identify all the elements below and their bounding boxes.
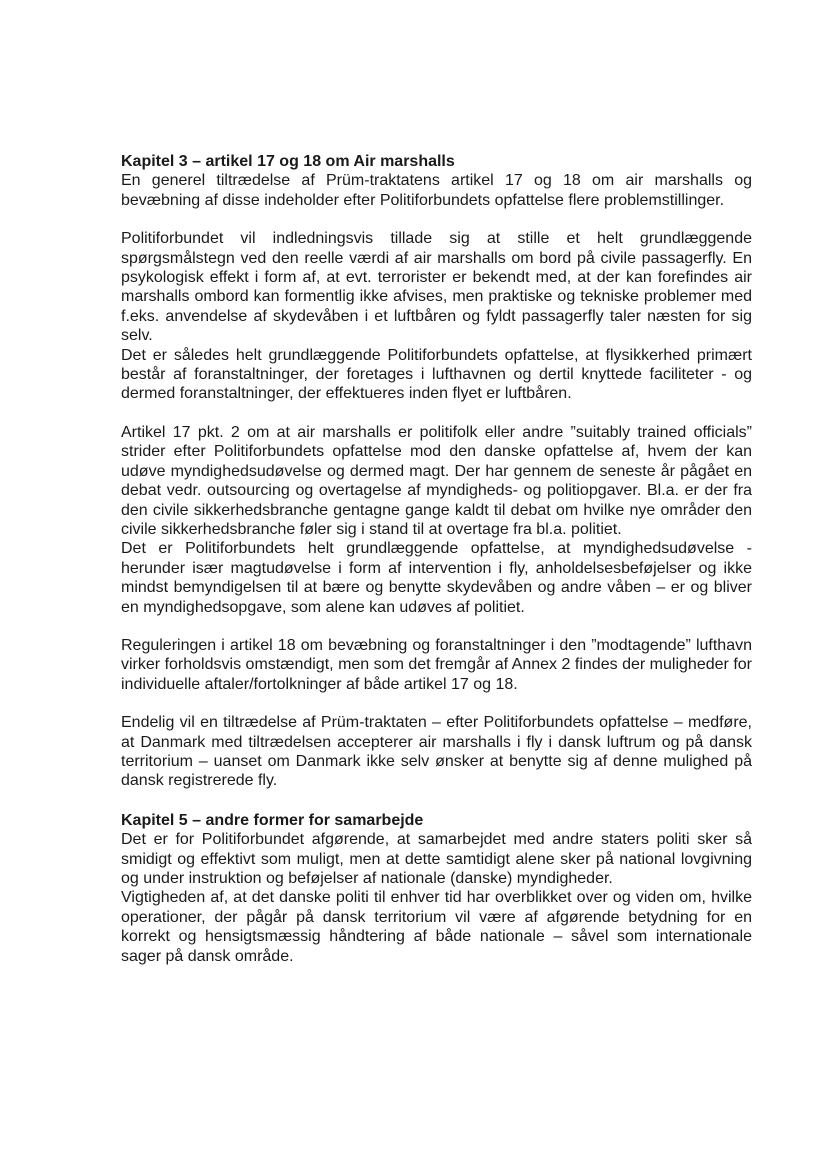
document-body (121, 152, 752, 966)
paragraph-spacer (121, 210, 752, 229)
chapter-5-heading: Kapitel 5 – andre former for samarbejde (121, 811, 424, 829)
chapter-5-paragraph-2: Vigtigheden af, at det danske politi til enhver tid har overblikket over og viden om, hvilke operationer, der pågår på dansk territorium vil være af afgørende betydning for en korrekt og hensigtsmæssig håndtering af både nationale – såvel som internationale sager på dansk område. (121, 889, 752, 965)
chapter-3-paragraph-2: Politiforbundet vil indledningsvis tillade sig at stille et helt grundlæggende spørgsmålstegn ved den reelle værdi af air marshalls om bord på civile passagerfly. En psykologisk effekt i form af, at evt. terrorister er bekendt med, at der kan forefindes air marshalls ombord kan formentlig ikke afvises, men praktiske og tekniske problemer med f.eks. anvendelse af skydevåben i et luftbåren og fyldt passagerfly taler næsten for sig selv. (121, 230, 752, 345)
chapter-3-paragraph-1: En generel tiltrædelse af Prüm-traktatens artikel 17 og 18 om air marshalls og bevæbning af disse indeholder efter Politiforbundets opfattelse flere problemstillinger. (121, 172, 752, 209)
chapter-3-paragraph-7: Endelig vil en tiltrædelse af Prüm-traktaten – efter Politiforbundets opfattelse – medføre, at Danmark med tiltrædelsen accepterer air marshalls i fly i dansk luftrum og på dansk territorium – uanset om Danmark ikke selv ønsker at benytte sig af denne mulighed på dansk registrerede fly. (121, 714, 752, 790)
chapter-3-paragraph-3: Det er således helt grundlæggende Politiforbundets opfattelse, at flysikkerhed primært består af foranstaltninger, der foretages i lufthavnen og dertil knyttede faciliteter - og dermed foranstaltninger, der effektueres inden flyet er luftbåren. (121, 346, 752, 403)
paragraph-spacer (121, 694, 752, 713)
section-spacer (121, 791, 752, 811)
paragraph-spacer (121, 404, 752, 423)
chapter-3-paragraph-5: Det er Politiforbundets helt grundlæggende opfattelse, at myndighedsudøvelse - herunder især magtudøvelse i form af intervention i fly, anholdelsesbeføjelser og ikke mindst bemyndigelsen til at bære og benytte skydevåben og andre våben – er og bliver en myndighedsopgave, som alene kan udøves af politiet. (121, 540, 752, 616)
chapter-3-paragraph-6: Reguleringen i artikel 18 om bevæbning og foranstaltninger i den ”modtagende” lufthavn virker forholdsvis omstændigt, men som det fremgår af Annex 2 findes der muligheder for individuelle aftaler/fortolkninger af både artikel 17 og 18. (121, 636, 752, 693)
chapter-3-paragraph-4: Artikel 17 pkt. 2 om at air marshalls er politifolk eller andre ”suitably trained officials” strider efter Politiforbundets opfattelse mod den danske opfattelse af, hvem der kan udøve myndighedsudøvelse og dermed magt. Der har gennem de seneste år pågået en debat vedr. outsourcing og overtagelse af myndigheds- og politiopgaver. Bl.a. er der fra den civile sikkerhedsbranche gentagne gange kaldt til debat om hvilke nye områder den civile sikkerhedsbranche føler sig i stand til at overtage fra bl.a. politiet. (121, 423, 752, 538)
chapter-5-paragraph-1: Det er for Politiforbundet afgørende, at samarbejdet med andre staters politi sker så smidigt og effektivt som muligt, men at dette samtidigt alene sker på national lovgivning og under instruktion og beføjelser af nationale (danske) myndigheder. (121, 831, 752, 887)
paragraph-spacer (121, 617, 752, 636)
chapter-3-heading: Kapitel 3 – artikel 17 og 18 om Air marshalls (121, 153, 455, 170)
